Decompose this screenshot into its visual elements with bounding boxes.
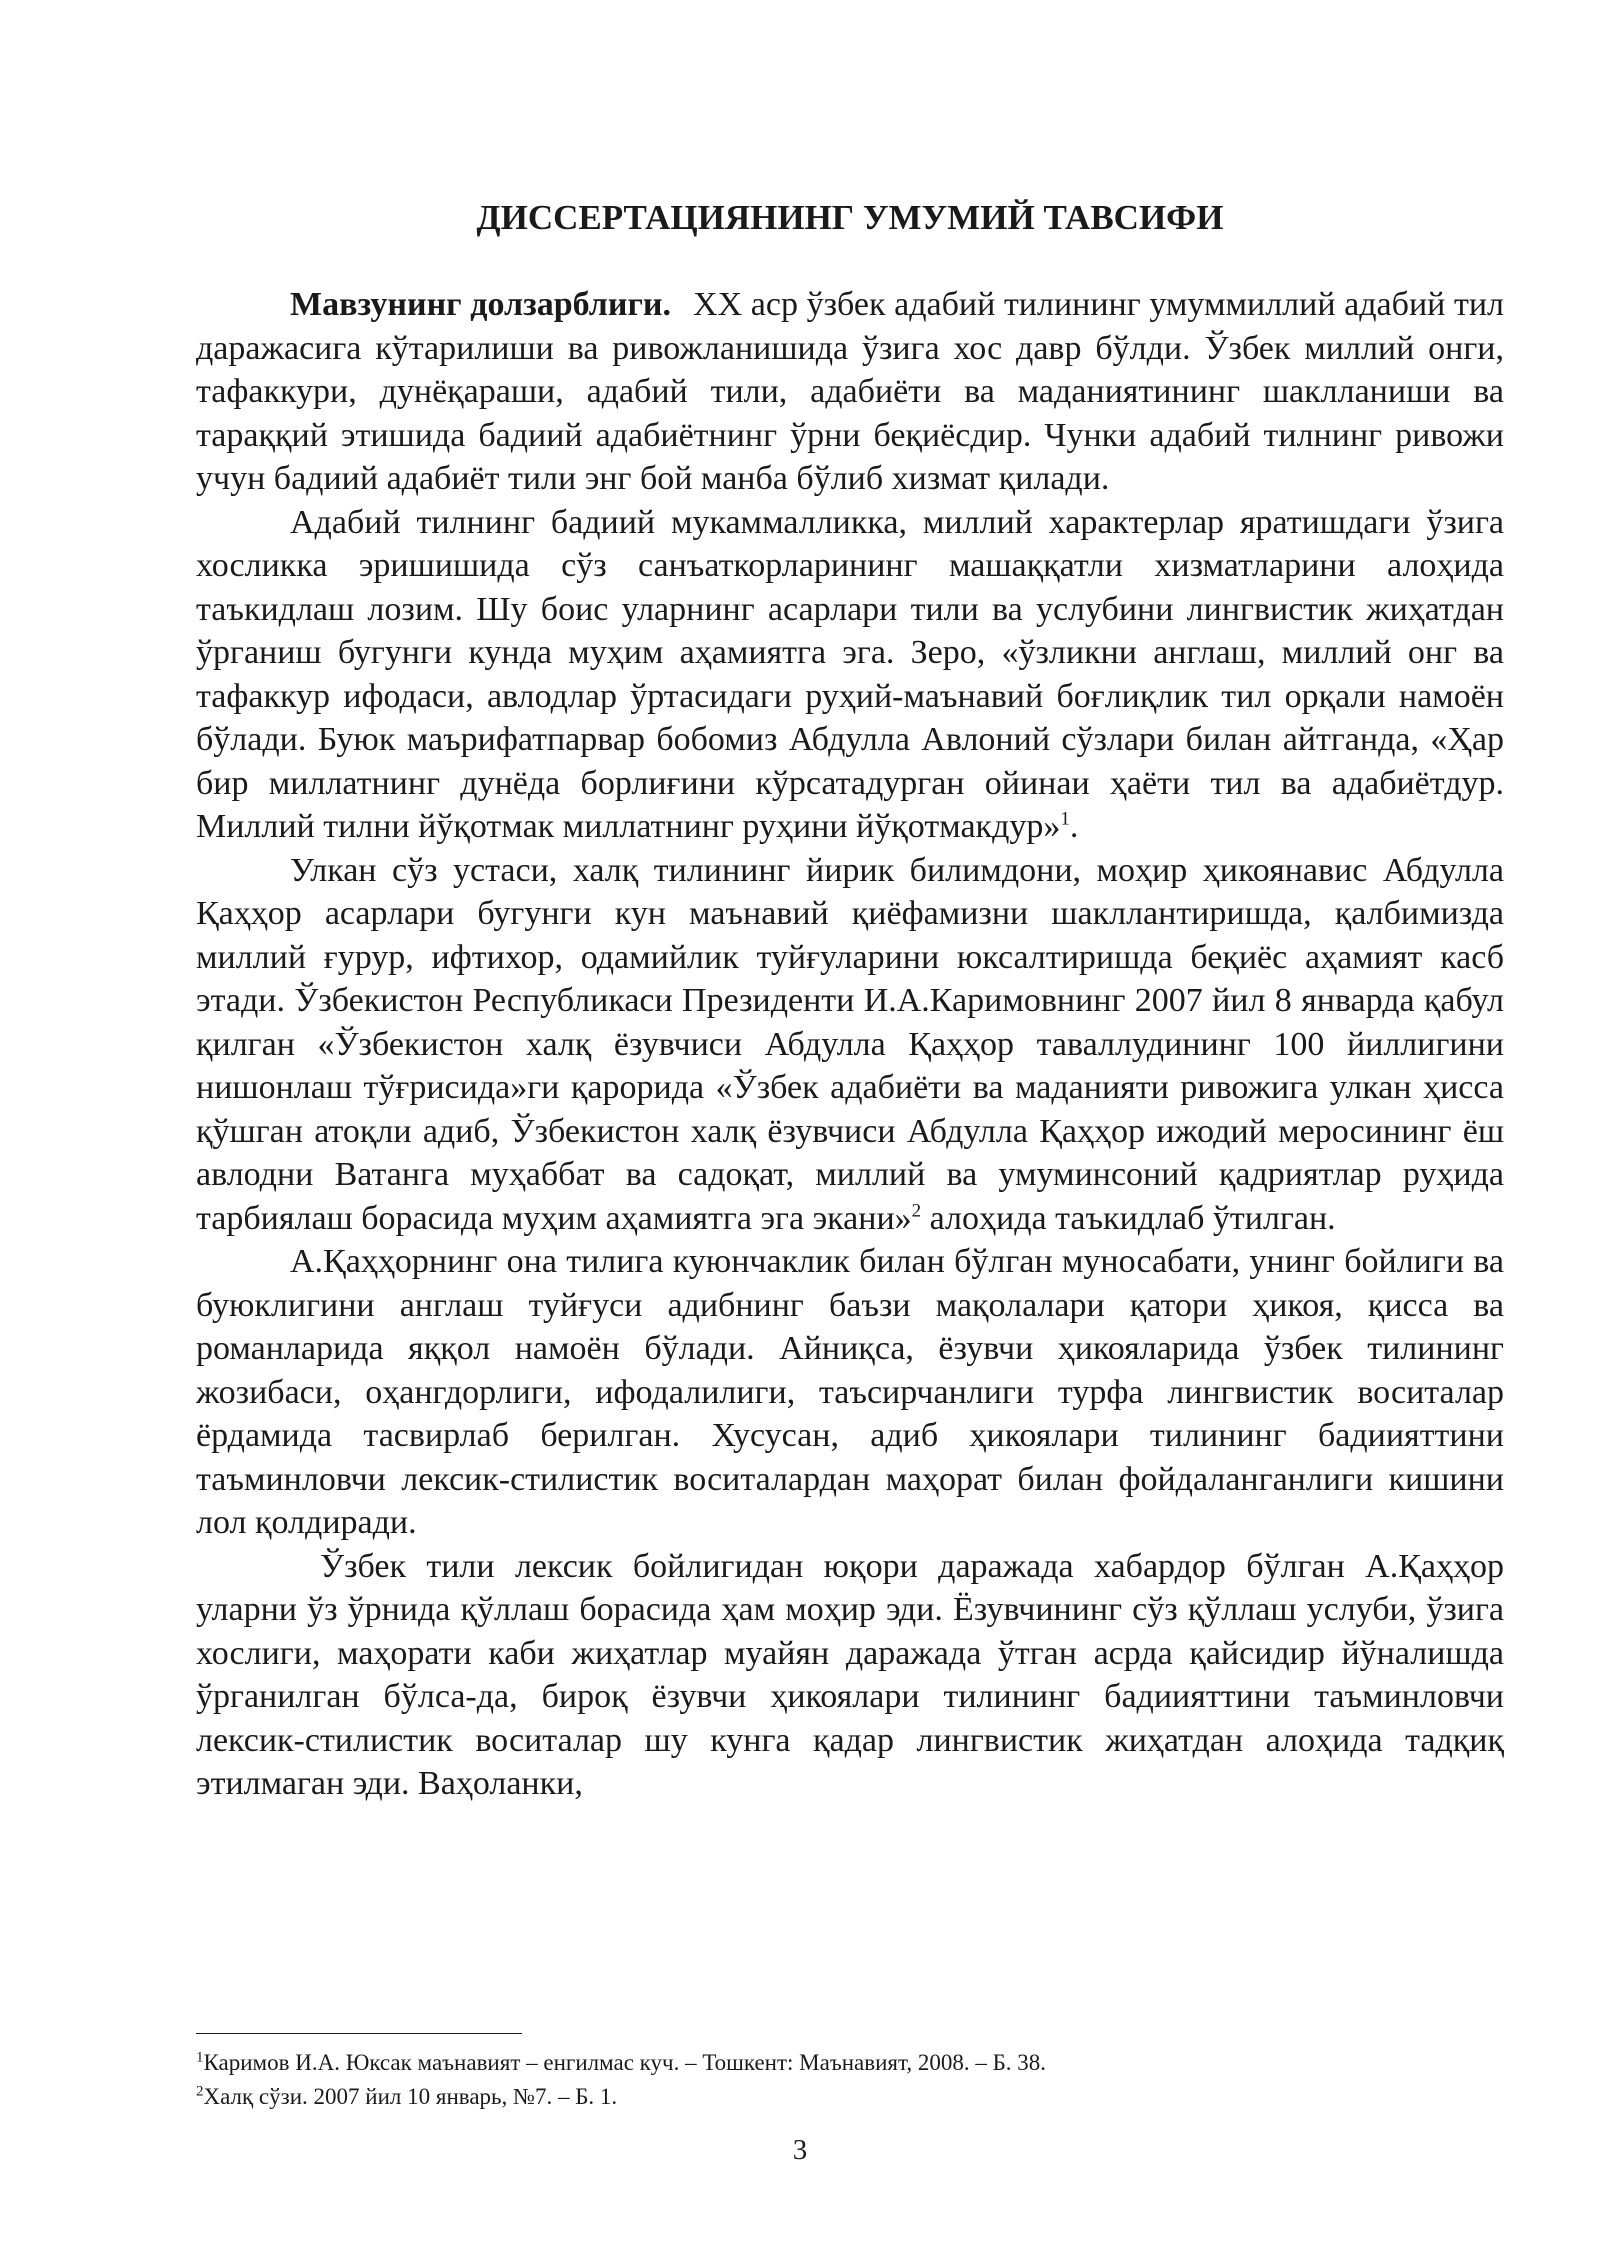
- paragraph-native-language: [196, 1240, 1504, 1545]
- footnote-reference-2: 2: [911, 1200, 922, 1222]
- paragraph-tail: алоҳида таъкидлаб ўтилган.: [921, 1199, 1336, 1237]
- paragraph-kahhor-works: [196, 849, 1504, 1241]
- paragraph-lead-heading: Мавзунинг долзарблиги.: [290, 286, 672, 323]
- footnote-item: [196, 2080, 1504, 2114]
- paragraph-literary-language: [196, 501, 1504, 849]
- dissertation-section-title: ДИССЕРТАЦИЯНИНГ УМУМИЙ ТАВСИФИ: [476, 198, 1224, 237]
- footnote-reference-1: 1: [1060, 808, 1070, 830]
- paragraph-tail: .: [1069, 808, 1079, 845]
- paragraph-text: XX аср ўзбек адабий тилининг умуммиллий адабий тил даражасига кўтарилиши ва ривожланишида ўзига хос давр бўлди. Ўзбек миллий онги, тафаккури, дунёқараши, адабий тили, адабиёти ва маданиятининг шаклланиши ва тараққий этишида бадиий адабиётнинг ўрни беқиёсдир. Чунки адабий тилнинг ривожи учун бадиий адабиёт тили энг бой манба бўлиб хизмат қилади.: [196, 286, 1504, 497]
- paragraph-text: Адабий тилнинг бадиий мукаммалликка, миллий характерлар яратишдаги ўзига хосликка эришишида сўз санъаткорларининг машаққатли хизматларини алоҳида таъкидлаш лозим. Шу боис уларнинг асарлари тили ва услубини лингвистик жиҳатдан ўрганиш бугунги кунда муҳим аҳамиятга эга. Зеро, «ўзликни англаш, миллий онг ва тафаккур ифодаси, авлодлар ўртасидаги руҳий-маънавий боғлиқлик тил орқали намоён бўлади. Буюк маърифатпарвар бобомиз Абдулла Авлоний сўзлари билан айтганда, «Ҳар бир миллатнинг дунёда борлиғини кўрсатадурган ойинаи ҳаёти тил ва адабиётдур. Миллий тилни йўқотмак миллатнинг руҳини йўқотмакдур»: [196, 503, 1504, 845]
- body-text: [196, 283, 1504, 1806]
- page-number: 3: [792, 2134, 808, 2166]
- footnote-mark: 1: [196, 2049, 204, 2066]
- paragraph-relevance: [196, 283, 1504, 501]
- footnote-item: [196, 2046, 1504, 2080]
- paragraph-lexical-richness: [196, 1545, 1504, 1806]
- footnote-text: Халқ сўзи. 2007 йил 10 январь, №7. – Б. 1.: [203, 2084, 618, 2109]
- paragraph-text: Ўзбек тили лексик бойлигидан юқори даражада хабардор бўлган А.Қаҳҳор уларни ўз ўрнида қўллаш борасида ҳам моҳир эди. Ёзувчининг сўз қўллаш услуби, ўзига хослиги, маҳорати каби жиҳатлар муайян даражада ўтган асрда қайсидир йўналишда ўрганилган бўлса-да, бироқ ёзувчи ҳикоялари тилининг бадиияттини таъминловчи лексик-стилистик воситалар шу кунга қадар лингвистик жиҳатдан алоҳида тадқиқ этилмаган эди. Ваҳоланки,: [196, 1547, 1504, 1802]
- footnote-text: Каримов И.А. Юксак маънавият – енгилмас куч. – Тошкент: Маънавият, 2008. – Б. 38.: [203, 2050, 1047, 2075]
- footnote-separator: [196, 2033, 522, 2034]
- footnotes: [196, 2046, 1504, 2114]
- paragraph-text: А.Қаҳҳорнинг она тилига куюнчаклик билан бўлган муносабати, унинг бойлиги ва буюклигини англаш туйғуси адибнинг баъзи мақолалари қатори ҳикоя, қисса ва романларида яққол намоён бўлади. Айниқса, ёзувчи ҳикояларида ўзбек тилининг жозибаси, оҳангдорлиги, ифодалилиги, таъсирчанлиги турфа лингвистик воситалар ёрдамида тасвирлаб берилган. Хусусан, адиб ҳикоялари тилининг бадиияттини таъминловчи лексик-стилистик воситалардан маҳорат билан фойдаланганлиги кишини лол қолдиради.: [196, 1243, 1504, 1541]
- footnote-mark: 2: [196, 2083, 204, 2100]
- paragraph-text: Улкан сўз устаси, халқ тилининг йирик билимдони, моҳир ҳикоянавис Абдулла Қаҳҳор асарлари бугунги кун маънавий қиёфамизни шакллантиришда, қалбимизда миллий ғурур, ифтихор, одамийлик туйғуларини юксалтиришда беқиёс аҳамият касб этади. Ўзбекистон Республикаси Президенти И.А.Каримовнинг 2007 йил 8 январда қабул қилган «Ўзбекистон халқ ёзувчиси Абдулла Қаҳҳор таваллудининг 100 йиллигини нишонлаш тўғрисида»ги қарорида «Ўзбек адабиёти ва маданияти ривожига улкан ҳисса қўшган атоқли адиб, Ўзбекистон халқ ёзувчиси Абдулла Қаҳҳор ижодий меросининг ёш авлодни Ватанга муҳаббат ва садоқат, миллий ва умуминсоний қадриятлар руҳида тарбиялаш борасида муҳим аҳамиятга эга экани»: [196, 851, 1504, 1237]
